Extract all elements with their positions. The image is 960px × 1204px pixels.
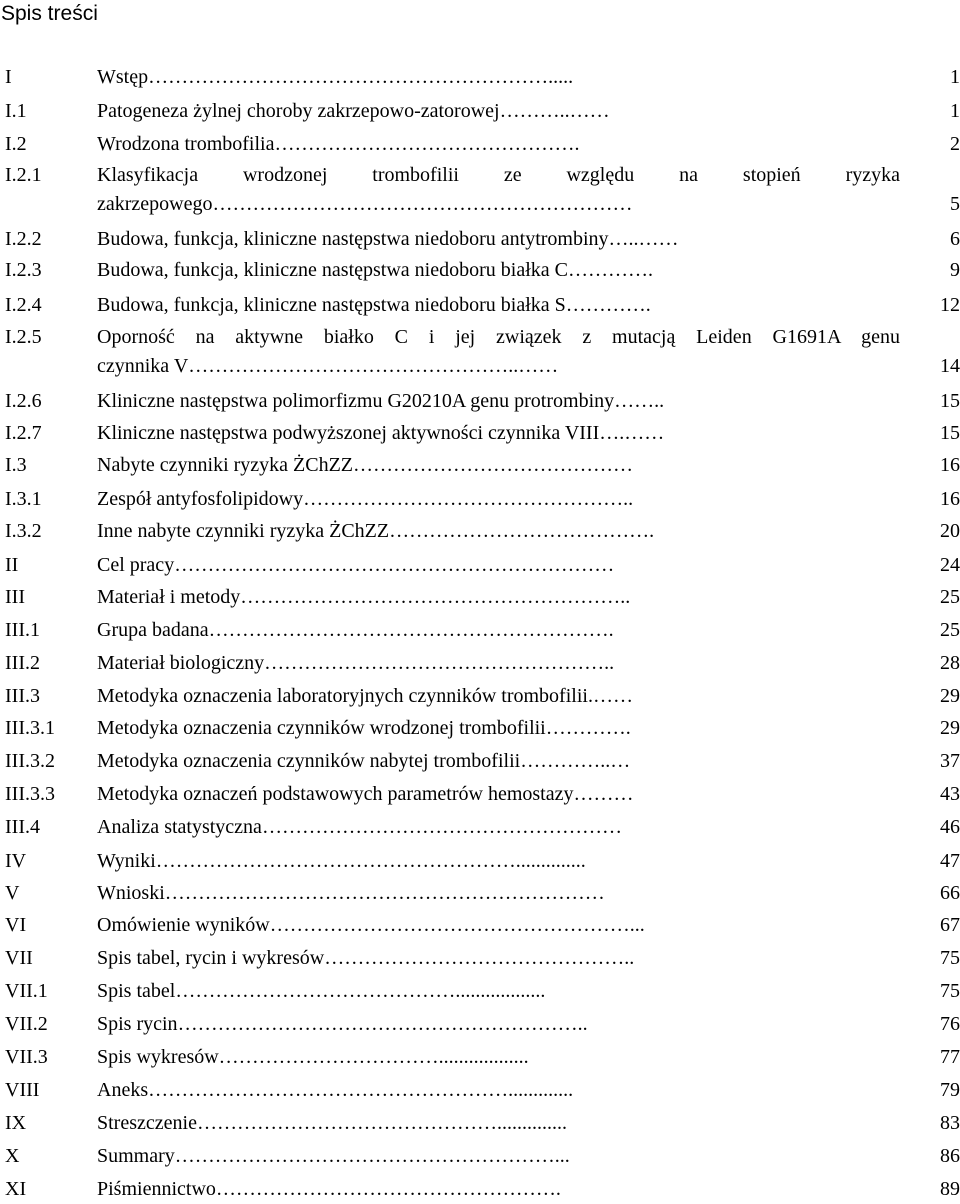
toc-page-number: 76 bbox=[940, 1013, 960, 1035]
toc-page-number: 67 bbox=[940, 914, 960, 936]
toc-entry-number: I.2.7 bbox=[5, 422, 42, 444]
toc-entry-title-text: Spis wykresów bbox=[97, 1046, 219, 1068]
toc-entry-title bbox=[97, 130, 900, 159]
toc-page-number: 83 bbox=[940, 1112, 960, 1134]
toc-entry-number: X bbox=[5, 1145, 20, 1167]
toc-entry-title bbox=[97, 944, 900, 973]
toc-entry-title bbox=[97, 419, 900, 448]
toc-page-number: 37 bbox=[940, 750, 960, 772]
toc-leader-dots: …………………………………………………... bbox=[174, 1145, 570, 1167]
toc-leader-dots: …………………………………………..…… bbox=[188, 355, 559, 377]
toc-entry-number: IV bbox=[5, 850, 27, 872]
toc-entry-title-text: Metodyka oznaczenia czynników wrodzonej trombofilii bbox=[97, 717, 546, 739]
toc-entry-title-text: Omówienie wyników bbox=[97, 914, 270, 936]
toc-entry-title bbox=[97, 291, 900, 320]
toc-entry-title bbox=[97, 323, 900, 352]
toc-entry-title-text: Zespół antyfosfolipidowy bbox=[97, 488, 304, 510]
toc-entry-title-text: Budowa, funkcja, kliniczne następstwa niedoboru antytrombiny bbox=[97, 228, 609, 250]
toc-page-number: 29 bbox=[940, 717, 960, 739]
toc-entry-title bbox=[97, 387, 900, 416]
toc-entry-title-text: zakrzepowego bbox=[97, 193, 213, 215]
toc-entry-number: V bbox=[5, 882, 20, 904]
toc-entry-title-text: Oporność na aktywne białko C i jej związek z mutacją Leiden G1691A genu bbox=[97, 326, 900, 348]
toc-entry-title bbox=[97, 847, 900, 876]
toc-entry-number: III.4 bbox=[5, 816, 40, 838]
toc-entry-title-text: Spis rycin bbox=[97, 1013, 178, 1035]
toc-page-number: 24 bbox=[940, 554, 960, 576]
toc-entry-title-text: czynnika V bbox=[97, 355, 189, 377]
toc-entry-number: III.2 bbox=[5, 652, 40, 674]
toc-leader-dots: ………..…… bbox=[499, 100, 610, 122]
toc-page-number: 2 bbox=[950, 133, 960, 155]
toc-leader-dots: ………………………………………………….. bbox=[240, 586, 631, 608]
toc-entry-title bbox=[97, 1109, 900, 1138]
toc-entry-title-text: Materiał biologiczny bbox=[97, 652, 265, 674]
toc-leader-dots: ……………………………………………………. bbox=[208, 619, 614, 641]
toc-page-number: 12 bbox=[940, 294, 960, 316]
toc-page-number: 47 bbox=[940, 850, 960, 872]
toc-entry-number: XI bbox=[5, 1178, 27, 1200]
toc-leader-dots: ……………………………………………………… bbox=[212, 193, 633, 215]
toc-entry-title-text: Summary bbox=[97, 1145, 175, 1167]
toc-entry-title bbox=[97, 1010, 900, 1039]
toc-entry-number: I.2.2 bbox=[5, 228, 42, 250]
toc-entry-title bbox=[97, 649, 900, 678]
toc-leader-dots: ………………………………………………………… bbox=[164, 882, 605, 904]
toc-page-number: 16 bbox=[940, 454, 960, 476]
toc-entry-title-continuation bbox=[97, 352, 900, 381]
toc-page-number: 14 bbox=[940, 355, 960, 377]
toc-page-number: 86 bbox=[940, 1145, 960, 1167]
toc-leader-dots: ………………………………………………………… bbox=[174, 554, 615, 576]
toc-entry-title-text: Spis tabel, rycin i wykresów bbox=[97, 947, 325, 969]
toc-page-number: 46 bbox=[940, 816, 960, 838]
toc-leader-dots: …………. bbox=[565, 294, 651, 316]
toc-entry-number: III.3 bbox=[5, 685, 40, 707]
toc-leader-dots: …………………………………… bbox=[353, 454, 634, 476]
toc-entry-title bbox=[97, 616, 900, 645]
toc-entry-title bbox=[97, 485, 900, 514]
toc-entry-title-text: Wstęp bbox=[97, 66, 149, 88]
toc-entry-number: III.3.1 bbox=[5, 717, 55, 739]
toc-leader-dots: …………………………………. bbox=[389, 520, 655, 542]
toc-entry-title-text: Grupa badana bbox=[97, 619, 209, 641]
toc-entry-title bbox=[97, 879, 900, 908]
toc-entry-title-text: Wnioski bbox=[97, 882, 165, 904]
toc-entry-title-text: Metodyka oznaczeń podstawowych parametrów hemostazy bbox=[97, 783, 574, 805]
toc-entry-title-text: Inne nabyte czynniki ryzyka ŻChZZ bbox=[97, 520, 390, 542]
toc-entry-title-text: Piśmiennictwo bbox=[97, 1178, 216, 1200]
toc-page-number: 15 bbox=[940, 390, 960, 412]
toc-entry-title bbox=[97, 517, 900, 546]
toc-entry-number: I.2.6 bbox=[5, 390, 42, 412]
toc-entry-title-text: Analiza statystyczna bbox=[97, 816, 262, 838]
toc-entry-number: I.3 bbox=[5, 454, 27, 476]
toc-page-number: 6 bbox=[950, 228, 960, 250]
toc-heading: Spis treści bbox=[1, 2, 98, 25]
toc-entry-title bbox=[97, 1076, 900, 1105]
toc-leader-dots: .…… bbox=[587, 685, 633, 707]
toc-leader-dots: …………. bbox=[545, 717, 631, 739]
toc-leader-dots: …………..… bbox=[520, 750, 631, 772]
toc-entry-title bbox=[97, 63, 900, 92]
toc-leader-dots: ………………………………………. bbox=[274, 133, 580, 155]
toc-entry-title bbox=[97, 256, 900, 285]
toc-page-number: 75 bbox=[940, 947, 960, 969]
toc-leader-dots: ……… bbox=[573, 783, 634, 805]
toc-page-number: 77 bbox=[940, 1046, 960, 1068]
toc-leader-dots: ……………………………………………. bbox=[215, 1178, 561, 1200]
toc-entry-title-text: Cel pracy bbox=[97, 554, 175, 576]
toc-entry-title bbox=[97, 911, 900, 940]
toc-leader-dots: ……………………………………………………..... bbox=[148, 66, 574, 88]
toc-entry-title-text: Metodyka oznaczenia czynników nabytej trombofilii bbox=[97, 750, 521, 772]
toc-entry-title bbox=[97, 97, 900, 126]
toc-entry-number: VII.1 bbox=[5, 980, 48, 1002]
toc-leader-dots: ………………………………………………............. bbox=[148, 1079, 574, 1101]
toc-entry-title-text: Patogeneza żylnej choroby zakrzepowo-zatorowej bbox=[97, 100, 500, 122]
toc-entry-title bbox=[97, 714, 900, 743]
toc-page-number: 1 bbox=[950, 66, 960, 88]
toc-page-number: 15 bbox=[940, 422, 960, 444]
toc-entry-number: III.3.3 bbox=[5, 783, 55, 805]
toc-entry-number: I.3.2 bbox=[5, 520, 42, 542]
toc-page-number: 29 bbox=[940, 685, 960, 707]
toc-entry-title-continuation bbox=[97, 190, 900, 219]
toc-entry-title-text: Aneks bbox=[97, 1079, 149, 1101]
toc-page-number: 25 bbox=[940, 586, 960, 608]
toc-entry-title bbox=[97, 780, 900, 809]
toc-entry-number: I.2 bbox=[5, 133, 27, 155]
toc-entry-number: III bbox=[5, 586, 25, 608]
toc-entry-title-text: Wyniki bbox=[97, 850, 156, 872]
toc-entry-title bbox=[97, 583, 900, 612]
toc-entry-number: III.3.2 bbox=[5, 750, 55, 772]
toc-entry-title-text: Budowa, funkcja, kliniczne następstwa niedoboru białka S bbox=[97, 294, 566, 316]
toc-page-number: 28 bbox=[940, 652, 960, 674]
toc-entry-title-text: Spis tabel bbox=[97, 980, 176, 1002]
toc-leader-dots: …………………………….................. bbox=[218, 1046, 529, 1068]
toc-leader-dots: ………………………………………….. bbox=[303, 488, 634, 510]
toc-leader-dots: …………………………………………………….. bbox=[177, 1013, 588, 1035]
toc-entry-title-text: Wrodzona trombofilia bbox=[97, 133, 275, 155]
toc-entry-title-text: Kliniczne następstwa polimorfizmu G20210A genu protrombiny bbox=[97, 390, 615, 412]
toc-entry-number: VIII bbox=[5, 1079, 40, 1101]
toc-entry-title bbox=[97, 682, 900, 711]
toc-entry-title bbox=[97, 551, 900, 580]
toc-entry-number: I bbox=[5, 66, 12, 88]
toc-entry-title bbox=[97, 1175, 900, 1204]
toc-leader-dots: ……………………………………………… bbox=[261, 816, 622, 838]
toc-leader-dots: …….. bbox=[614, 390, 665, 412]
toc-page-number: 89 bbox=[940, 1178, 960, 1200]
toc-entry-title-text: Streszczenie bbox=[97, 1112, 197, 1134]
toc-page-number: 16 bbox=[940, 488, 960, 510]
toc-entry-title-text: Nabyte czynniki ryzyka ŻChZZ bbox=[97, 454, 354, 476]
toc-entry-number: I.2.4 bbox=[5, 294, 42, 316]
toc-entry-title bbox=[97, 161, 900, 190]
toc-page-number: 66 bbox=[940, 882, 960, 904]
toc-page-number: 5 bbox=[950, 193, 960, 215]
toc-leader-dots: ……………………………………….............. bbox=[196, 1112, 567, 1134]
toc-leader-dots: …………………………………………….. bbox=[264, 652, 615, 674]
toc-entry-number: I.1 bbox=[5, 100, 27, 122]
toc-page-number: 75 bbox=[940, 980, 960, 1002]
toc-entry-title bbox=[97, 451, 900, 480]
toc-entry-number: I.2.3 bbox=[5, 259, 42, 281]
toc-entry-title bbox=[97, 1043, 900, 1072]
toc-entry-number: VII.3 bbox=[5, 1046, 48, 1068]
toc-page-number: 20 bbox=[940, 520, 960, 542]
toc-entry-number: I.2.5 bbox=[5, 326, 42, 348]
toc-page-number: 25 bbox=[940, 619, 960, 641]
toc-leader-dots: ……………………………………….. bbox=[324, 947, 635, 969]
toc-leader-dots: ….…… bbox=[599, 422, 665, 444]
toc-entry-title bbox=[97, 1142, 900, 1171]
toc-entry-title bbox=[97, 977, 900, 1006]
toc-entry-number: VI bbox=[5, 914, 27, 936]
toc-leader-dots: …………………………………….................. bbox=[175, 980, 546, 1002]
toc-entry-number: IX bbox=[5, 1112, 27, 1134]
toc-leader-dots: …..…… bbox=[608, 228, 679, 250]
toc-entry-number: VII bbox=[5, 947, 33, 969]
toc-entry-title-text: Klasyfikacja wrodzonej trombofilii ze względu na stopień ryzyka bbox=[97, 164, 900, 186]
toc-entry-number: VII.2 bbox=[5, 1013, 48, 1035]
toc-entry-number: I.2.1 bbox=[5, 164, 42, 186]
toc-page-number: 9 bbox=[950, 259, 960, 281]
toc-page-number: 79 bbox=[940, 1079, 960, 1101]
toc-entry-title bbox=[97, 747, 900, 776]
toc-entry-title bbox=[97, 225, 900, 254]
toc-entry-number: II bbox=[5, 554, 19, 576]
toc-entry-title-text: Metodyka oznaczenia laboratoryjnych czynników trombofilii bbox=[97, 685, 588, 707]
toc-page-number: 1 bbox=[950, 100, 960, 122]
toc-entry-number: III.1 bbox=[5, 619, 40, 641]
toc-entry-title-text: Kliniczne następstwa podwyższonej aktywności czynnika VIII bbox=[97, 422, 600, 444]
toc-entry-title bbox=[97, 813, 900, 842]
toc-leader-dots: ………………………………………………... bbox=[269, 914, 645, 936]
toc-page-number: 43 bbox=[940, 783, 960, 805]
toc-entry-title-text: Budowa, funkcja, kliniczne następstwa niedoboru białka C bbox=[97, 259, 568, 281]
toc-leader-dots: …………. bbox=[568, 259, 653, 281]
toc-entry-number: I.3.1 bbox=[5, 488, 42, 510]
toc-entry-title-text: Materiał i metody bbox=[97, 586, 241, 608]
toc-leader-dots: ……………………………………………….............. bbox=[155, 850, 586, 872]
